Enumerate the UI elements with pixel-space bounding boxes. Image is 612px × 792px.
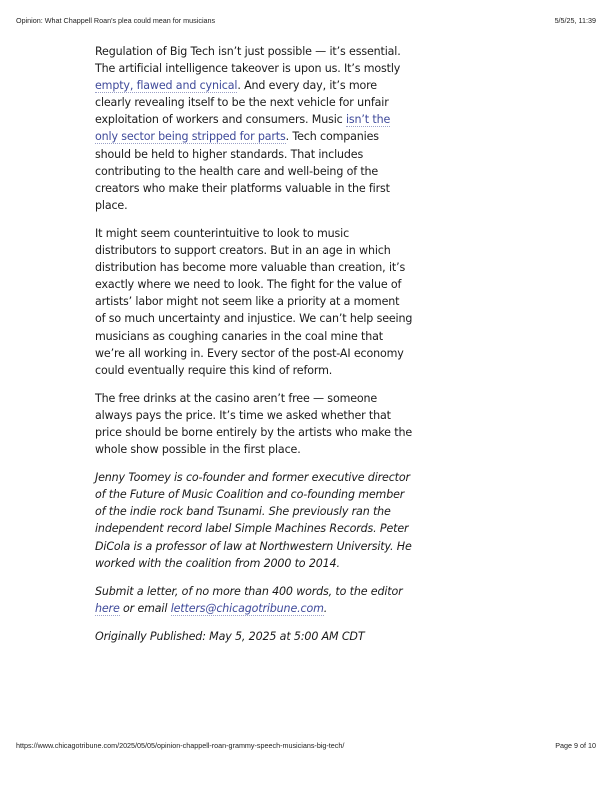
article-body xyxy=(95,43,413,656)
submit-letter: Submit a letter, of no more than 400 words, to the editor here or email letters@chicagotribune.com. xyxy=(95,584,403,615)
link-empty-flawed-cynical[interactable]: empty, flawed and cynical xyxy=(95,79,238,93)
paragraph-casino: The free drinks at the casino aren’t free — someone always pays the price. It’s time we asked whether that price should be borne entirely by the artists who make the whole show possible in the first place. xyxy=(95,391,412,457)
paragraph-regulation: Regulation of Big Tech isn’t just possible — it’s essential. The artificial intelligence takeover is upon us. It’s mostly empty, flawed and cynical. And every day, it’s more clearly revealing itself to be the next vehicle for unfair exploitation of workers and consumers. Music isn’t the only sector being stripped for parts. Tech companies should be held to higher standards. That includes contributing to the health care and well-being of the creators who make their platforms valuable in the first place. xyxy=(95,45,401,212)
published-date: Originally Published: May 5, 2025 at 5:00 AM CDT xyxy=(95,629,365,643)
page-url: https://www.chicagotribune.com/2025/05/05/opinion-chappell-roan-grammy-speech-musicians-big-tech/ xyxy=(16,741,345,750)
link-email[interactable]: letters@chicagotribune.com xyxy=(170,601,324,615)
link-not-only-sector[interactable]: isn’t the only sector being stripped for parts xyxy=(95,113,391,144)
link-here[interactable]: here xyxy=(95,601,120,615)
page-number: Page 9 of 10 xyxy=(555,741,596,750)
paragraph-distributors: It might seem counterintuitive to look to music distributors to support creators. But in an age in which distribution has become more valuable than creation, it’s exactly where we need to look. The fight for the value of artists’ labor might not seem like a priority at a moment of so much uncertainty and injustice. We can’t help seeing musicians as coughing canaries in the coal mine that we’re all working in. Every sector of the post-AI economy could eventually require this kind of reform. xyxy=(95,226,413,377)
author-bio: Jenny Toomey is co-founder and former executive director of the Future of Music Coalition and co-founding member of the indie rock band Tsunami. She previously ran the independent record label Simple Machines Records. Peter DiCola is a professor of law at Northwestern University. He worked with the coalition from 2000 to 2014. xyxy=(95,471,412,570)
page-title: Opinion: What Chappell Roan's plea could mean for musicians xyxy=(16,16,216,25)
print-datetime: 5/5/25, 11:39 xyxy=(554,16,596,25)
